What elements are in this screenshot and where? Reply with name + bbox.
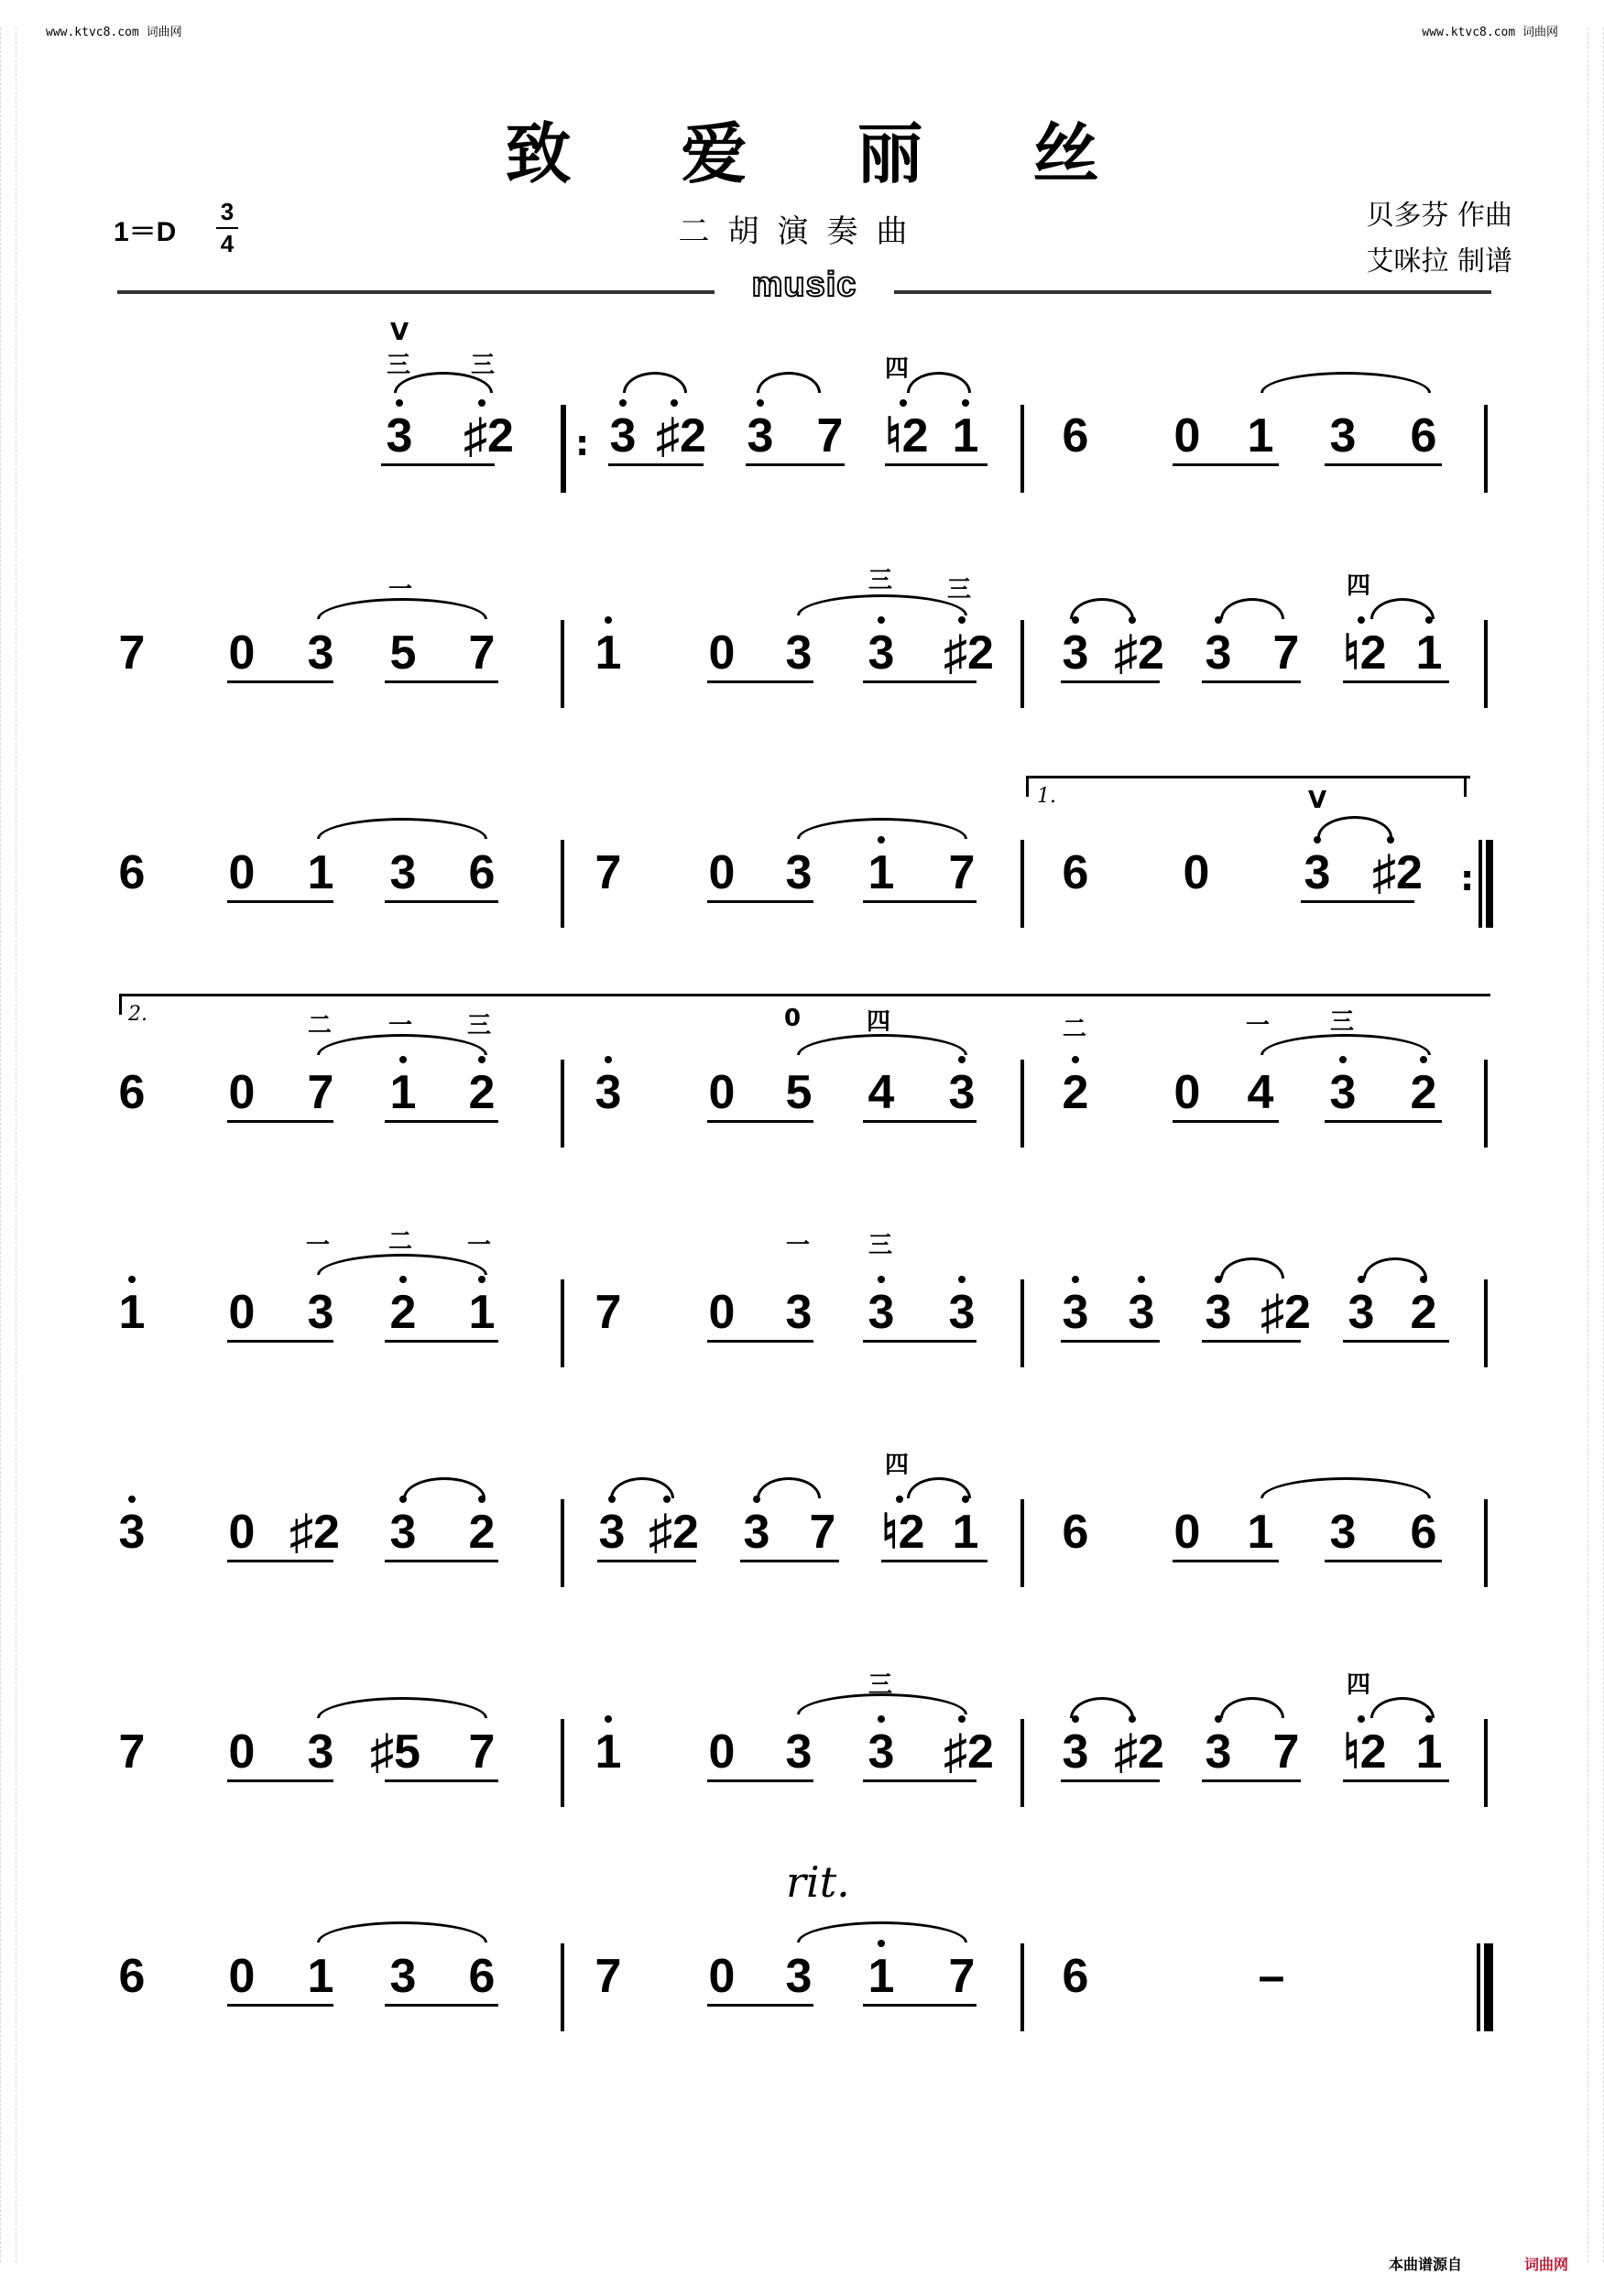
beam-underline — [1301, 900, 1414, 903]
barline — [1020, 840, 1024, 928]
slur — [1260, 372, 1431, 393]
note: 7 — [118, 1725, 146, 1779]
slur — [797, 594, 967, 615]
beam-underline — [1061, 1779, 1160, 1782]
score-row-8 — [0, 1932, 1604, 2116]
note: 1 — [114, 1289, 150, 1336]
repeat-end-barline-thick — [1486, 840, 1493, 928]
string-mark-san: 三 — [868, 1671, 893, 1699]
volta-bracket-1-end — [1464, 776, 1467, 797]
note: 3 — [863, 1728, 900, 1776]
note: 0 — [1173, 1066, 1201, 1119]
beam-underline — [746, 463, 845, 466]
note: 7 — [595, 1950, 622, 2003]
footer-source: 本曲谱源自 — [1389, 2256, 1463, 2273]
beam-underline — [707, 2004, 813, 2007]
up-bow-mark: V — [1308, 787, 1327, 814]
note: 1 — [1411, 629, 1447, 677]
beam-underline — [385, 680, 498, 683]
beam-underline — [227, 680, 333, 683]
note: 3 — [389, 846, 417, 899]
note: 6 — [118, 846, 146, 899]
note: 3 — [1057, 1289, 1094, 1336]
beam-underline — [1173, 1560, 1279, 1562]
beam-underline — [707, 1120, 813, 1123]
string-mark-san: 三 — [471, 352, 496, 379]
string-mark-san: 三 — [1330, 1008, 1355, 1036]
finger-mark-si: 四 — [885, 355, 910, 383]
slur — [1370, 1697, 1435, 1718]
note: 1 — [1247, 1506, 1274, 1559]
beam-underline — [608, 463, 704, 466]
string-mark-yi: 一 — [388, 1012, 413, 1039]
barline — [561, 840, 564, 928]
note: 1 — [863, 849, 900, 897]
string-mark-yi: 一 — [388, 576, 413, 604]
note: 0 — [228, 1725, 256, 1779]
note: 6 — [1062, 1506, 1089, 1559]
note: 3 — [944, 1069, 980, 1116]
beam-underline — [1173, 1120, 1279, 1123]
barline — [561, 1060, 564, 1148]
note: 3 — [1200, 1728, 1237, 1776]
note: 6 — [1062, 409, 1089, 462]
slur — [1260, 1477, 1431, 1498]
beam-underline — [740, 1560, 839, 1562]
slur — [317, 1254, 487, 1275]
note: 5 — [785, 1066, 813, 1119]
beam-underline — [1325, 463, 1442, 466]
arranger-credit: 艾咪拉 制谱 — [1366, 245, 1512, 277]
slur — [1317, 816, 1392, 837]
beam-underline — [1325, 1120, 1442, 1123]
beam-underline — [385, 1560, 498, 1562]
string-mark-er: 二 — [308, 1012, 333, 1039]
beam-underline — [597, 1560, 696, 1562]
string-mark-yi: 一 — [786, 1232, 811, 1259]
string-mark-yi: 一 — [306, 1232, 331, 1259]
repeat-dots: : — [575, 423, 590, 463]
note: 0 — [708, 626, 736, 680]
barline — [561, 1499, 564, 1587]
slur — [317, 1034, 487, 1055]
barline — [1020, 405, 1024, 493]
beam-underline — [1173, 463, 1279, 466]
note: 0 — [708, 1066, 736, 1119]
note: 3 — [1057, 1728, 1094, 1776]
note: 1 — [947, 1508, 984, 1556]
beam-underline — [863, 1120, 977, 1123]
note: ♮2 — [885, 409, 929, 462]
note: 2 — [385, 1289, 421, 1336]
string-mark-yi: 一 — [1246, 1012, 1271, 1039]
note: 7 — [118, 626, 146, 680]
barline — [1484, 620, 1488, 708]
beam-underline — [1202, 1779, 1301, 1782]
barline — [1020, 1060, 1024, 1148]
note: 3 — [385, 1508, 421, 1556]
slur — [757, 1477, 821, 1498]
note: 1 — [863, 1953, 900, 2000]
time-sig-denominator: 4 — [220, 230, 235, 257]
note: 0 — [228, 1286, 256, 1339]
note: 0 — [228, 1066, 256, 1119]
repeat-end-dots: : — [1460, 858, 1475, 898]
note: 1 — [1247, 409, 1274, 462]
note: ♯2 — [1372, 846, 1423, 899]
score-row-2 — [0, 567, 1604, 792]
note: 3 — [863, 629, 900, 677]
note: 3 — [1057, 629, 1094, 677]
beam-underline — [707, 1779, 813, 1782]
note: ♯2 — [944, 626, 994, 680]
finger-mark-si: 四 — [867, 1008, 891, 1036]
score-row-5 — [0, 1228, 1604, 1452]
barline — [1020, 1279, 1024, 1367]
beam-underline — [227, 2004, 333, 2007]
beam-underline — [863, 1779, 977, 1782]
note: 1 — [1411, 1728, 1447, 1776]
note: 1 — [464, 1289, 500, 1336]
note: 0 — [1183, 846, 1210, 899]
note: 1 — [307, 1950, 334, 2003]
volta-number-2: 2. — [128, 1003, 147, 1026]
note: 3 — [1299, 849, 1336, 897]
note: 3 — [1200, 629, 1237, 677]
beam-underline — [1343, 680, 1449, 683]
beam-underline — [227, 900, 333, 903]
note: 6 — [1410, 409, 1437, 462]
barline — [1484, 405, 1488, 493]
barline — [561, 1279, 564, 1367]
note: ♯2 — [289, 1506, 340, 1559]
beam-underline — [1061, 680, 1160, 683]
barline — [561, 1943, 564, 2031]
note: 1 — [590, 1728, 627, 1776]
note: 3 — [944, 1289, 980, 1336]
note: 0 — [1173, 1506, 1201, 1559]
music-tag: music — [715, 267, 894, 302]
beam-underline — [1325, 1560, 1442, 1562]
score-row-4 — [0, 1003, 1604, 1232]
barline — [1020, 1943, 1024, 2031]
note: 3 — [1200, 1289, 1237, 1336]
beam-underline — [1202, 680, 1301, 683]
key-signature: 1＝D — [114, 217, 177, 247]
beam-underline — [385, 1120, 498, 1123]
beam-underline — [881, 1560, 987, 1562]
time-sig-numerator: 3 — [220, 198, 235, 225]
string-mark-er: 二 — [388, 1228, 413, 1256]
beam-underline — [863, 2004, 977, 2007]
note: 0 — [708, 1286, 736, 1339]
note: ♯5 — [370, 1725, 420, 1779]
note: 3 — [785, 1950, 813, 2003]
note: 3 — [1343, 1289, 1380, 1336]
barline — [1484, 1279, 1488, 1367]
string-mark-san: 三 — [387, 352, 411, 379]
header-right-watermark: www.ktvc8.com 词曲网 — [1422, 26, 1558, 39]
time-signature — [216, 198, 238, 258]
slur — [623, 372, 687, 393]
note: 3 — [389, 1950, 417, 2003]
note: 0 — [708, 1950, 736, 2003]
beam-underline — [1061, 1340, 1160, 1343]
beam-underline — [227, 1340, 333, 1343]
note: 3 — [1329, 409, 1357, 462]
beam-underline — [1343, 1340, 1449, 1343]
slur — [1363, 1257, 1427, 1279]
barline — [561, 1719, 564, 1807]
note: 3 — [605, 412, 641, 460]
finger-mark-si: 四 — [885, 1452, 910, 1479]
string-mark-er: 二 — [1063, 1016, 1087, 1043]
volta-bracket-1 — [1026, 776, 1470, 797]
note: 3 — [738, 1508, 775, 1556]
note: 1 — [590, 629, 627, 677]
note: 0 — [1173, 409, 1201, 462]
note: ♮2 — [1343, 626, 1387, 680]
footer-site-link[interactable]: 词曲网 — [1524, 2256, 1569, 2273]
composer-credit: 贝多芬 作曲 — [1366, 200, 1512, 232]
note: 7 — [595, 846, 622, 899]
barline — [1020, 1719, 1024, 1807]
beam-underline — [385, 1779, 498, 1782]
slur — [797, 1034, 967, 1055]
slur — [1370, 598, 1435, 619]
note: 1 — [385, 1069, 421, 1116]
barline — [1484, 1499, 1488, 1587]
slur — [403, 1477, 486, 1498]
note: 6 — [1062, 846, 1089, 899]
slur — [757, 372, 821, 393]
note: 3 — [863, 1289, 900, 1336]
note: ♮2 — [1343, 1725, 1387, 1779]
volta-number-1: 1. — [1037, 785, 1056, 808]
note: 3 — [307, 1286, 334, 1339]
note: 7 — [948, 846, 976, 899]
beam-underline — [863, 1340, 977, 1343]
note: ♮2 — [881, 1506, 925, 1559]
repeat-start-barline — [561, 405, 566, 493]
note: 0 — [228, 1950, 256, 2003]
beam-underline — [227, 1779, 333, 1782]
note: 7 — [468, 1725, 496, 1779]
beam-underline — [381, 463, 495, 466]
finger-mark-si: 四 — [1347, 572, 1371, 600]
finger-mark-zero: 0 — [784, 1005, 802, 1032]
note: 0 — [228, 626, 256, 680]
note: 0 — [708, 1725, 736, 1779]
note: 2 — [464, 1508, 500, 1556]
slur — [317, 1921, 487, 1942]
beam-underline — [385, 2004, 498, 2007]
note: 3 — [1329, 1506, 1357, 1559]
page-subtitle: 二胡演奏曲 — [678, 213, 926, 250]
note: 4 — [1247, 1066, 1274, 1119]
note: 7 — [816, 409, 844, 462]
note: 3 — [785, 1725, 813, 1779]
note: 7 — [809, 1506, 836, 1559]
slur — [317, 818, 487, 839]
beam-underline — [1343, 1779, 1449, 1782]
note: 3 — [1325, 1069, 1361, 1116]
barline — [561, 620, 564, 708]
note: 7 — [595, 1286, 622, 1339]
note: 6 — [468, 846, 496, 899]
note: ♯2 — [944, 1725, 994, 1779]
note: 3 — [381, 412, 418, 460]
note: ♯2 — [656, 409, 706, 462]
string-mark-san: 三 — [947, 576, 972, 604]
note: 7 — [307, 1066, 334, 1119]
barline — [1484, 1060, 1488, 1148]
beam-underline — [1202, 1340, 1301, 1343]
note: 7 — [1272, 1725, 1300, 1779]
header-left-watermark: www.ktvc8.com 词曲网 — [46, 26, 182, 39]
note: 0 — [228, 1506, 256, 1559]
beam-underline — [227, 1560, 333, 1562]
note: 0 — [228, 846, 256, 899]
slur — [1220, 598, 1284, 619]
beam-underline — [227, 1120, 333, 1123]
slur — [1220, 1257, 1284, 1279]
string-mark-san: 三 — [868, 1232, 893, 1259]
beam-underline — [385, 1340, 498, 1343]
note: 6 — [118, 1950, 146, 2003]
note: 3 — [307, 626, 334, 680]
note: 3 — [594, 1508, 630, 1556]
note: ♯2 — [1114, 626, 1164, 680]
note: 3 — [590, 1069, 627, 1116]
string-mark-yi: 一 — [467, 1232, 492, 1259]
note: ♯2 — [1114, 1725, 1164, 1779]
time-sig-line — [216, 227, 238, 229]
slur — [907, 1477, 971, 1498]
beam-underline — [863, 900, 977, 903]
note: 3 — [785, 1286, 813, 1339]
beam-underline — [863, 680, 977, 683]
note: 6 — [1410, 1506, 1437, 1559]
slur — [1220, 1697, 1284, 1718]
note: 3 — [1123, 1289, 1160, 1336]
slur — [1260, 1034, 1431, 1055]
repeat-end-barline-thin — [1479, 840, 1482, 928]
note: 1 — [947, 412, 984, 460]
note: 7 — [1272, 626, 1300, 680]
note: ♯2 — [649, 1506, 699, 1559]
barline — [1020, 1499, 1024, 1587]
page-title: 致爱丽丝 — [505, 114, 1209, 192]
slur — [317, 1697, 487, 1718]
beam-underline — [885, 463, 987, 466]
finger-mark-si: 四 — [1347, 1671, 1371, 1699]
beam-underline — [385, 900, 498, 903]
note: 3 — [785, 846, 813, 899]
note: 6 — [1062, 1950, 1089, 2003]
string-mark-san: 三 — [868, 567, 893, 594]
up-bow-mark: V — [390, 319, 409, 346]
note: 4 — [867, 1066, 895, 1119]
beam-underline — [707, 1340, 813, 1343]
final-barline-thick — [1484, 1943, 1493, 2031]
slur — [1070, 1697, 1134, 1718]
tempo-marking: rit. — [786, 1857, 850, 1907]
note: 3 — [742, 412, 779, 460]
barline — [1484, 1719, 1488, 1807]
duration-dash: – — [1258, 1950, 1285, 2003]
note: 3 — [785, 626, 813, 680]
note: 7 — [948, 1950, 976, 2003]
slur — [797, 1693, 967, 1714]
note: 3 — [114, 1508, 150, 1556]
beam-underline — [707, 680, 813, 683]
note: 6 — [118, 1066, 146, 1119]
note: 5 — [389, 626, 417, 680]
slur — [907, 372, 971, 393]
score-row-3 — [0, 785, 1604, 1012]
note: 1 — [307, 846, 334, 899]
barline — [1020, 620, 1024, 708]
note: ♯2 — [464, 409, 514, 462]
final-barline-thin — [1477, 1943, 1480, 2031]
note: 2 — [464, 1069, 500, 1116]
note: ♯2 — [1260, 1286, 1311, 1339]
note: 0 — [708, 846, 736, 899]
slur — [1070, 598, 1134, 619]
score-row-1 — [0, 319, 1604, 568]
note: 3 — [307, 1725, 334, 1779]
note: 6 — [468, 1950, 496, 2003]
note: 2 — [1405, 1289, 1442, 1336]
note: 2 — [1405, 1069, 1442, 1116]
score-row-6 — [0, 1452, 1604, 1671]
note: 2 — [1057, 1069, 1094, 1116]
note: 7 — [468, 626, 496, 680]
beam-underline — [707, 900, 813, 903]
string-mark-san: 三 — [467, 1012, 492, 1039]
